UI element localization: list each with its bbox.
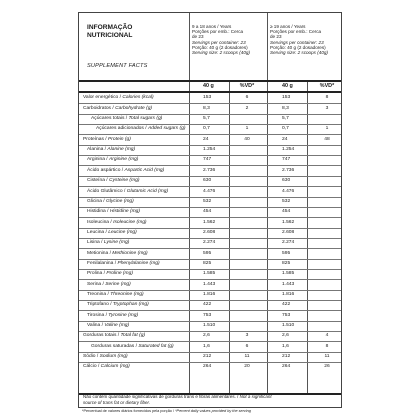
amount-19-plus: 2.274 bbox=[282, 240, 295, 246]
amount-19-plus: 595 bbox=[282, 250, 291, 256]
nutrient-row bbox=[79, 362, 341, 372]
column-header-9-18: 9 a 18 anos / Years Porções por emb.: Cerca de 23 Servings per container: 23 Porção: 40 g (2 dosadores) Serving size: 2 scoops (40g) bbox=[192, 24, 250, 56]
nutrient-label: Isoleucina / Isoleucine (mg) bbox=[87, 219, 147, 225]
column-header-19-plus: ≥ 19 anos / Years Porções por emb.: Cerca de 23 Servings per container: 23 Porção: 40 g (2 dosadores) Serving size: 2 scoops (40g) bbox=[270, 24, 328, 56]
nutrient-label: Sódio / Sodium (mg) bbox=[83, 354, 128, 360]
amount-19-plus: 1.254 bbox=[282, 147, 295, 153]
nutrient-label: Serina / Serine (mg) bbox=[87, 281, 131, 287]
amount-9-18: 595 bbox=[203, 250, 212, 256]
nutrient-label: Triptofano / Tryptophan (mg) bbox=[87, 302, 149, 308]
nutrient-label: Gorduras totais / Total fat (g) bbox=[83, 333, 146, 339]
amount-19-plus: 2,6 bbox=[282, 333, 289, 339]
nutrient-row bbox=[79, 217, 341, 227]
nutrient-label: Cisteína / Cysteine (mg) bbox=[87, 178, 140, 184]
amount-19-plus: 1.562 bbox=[282, 219, 295, 225]
amount-9-18: 1.443 bbox=[203, 281, 216, 287]
nutrient-label: Prolina / Proline (mg) bbox=[87, 271, 133, 277]
amount-9-18: 2.736 bbox=[203, 167, 216, 173]
amount-19-plus: 747 bbox=[282, 157, 291, 163]
dv-19-plus: 3 bbox=[325, 105, 329, 111]
amount-19-plus: 630 bbox=[282, 178, 291, 184]
nutrient-row bbox=[79, 238, 341, 248]
dv-9-18: 20 bbox=[244, 364, 250, 370]
panel-title: INFORMAÇÃO NUTRICIONAL bbox=[87, 24, 133, 39]
amount-9-18: 422 bbox=[203, 302, 212, 308]
amount-19-plus: 5,7 bbox=[282, 116, 289, 122]
nutrient-label: Ácido aspártico / Aspartic Acid (mg) bbox=[87, 167, 165, 173]
amount-9-18: 5,7 bbox=[203, 116, 210, 122]
dv-19-plus: 26 bbox=[324, 364, 330, 370]
amount-9-18: 1.585 bbox=[203, 271, 216, 277]
nutrient-row bbox=[79, 134, 341, 144]
nutrient-row bbox=[79, 341, 341, 351]
panel-subtitle: SUPPLEMENT FACTS bbox=[87, 63, 148, 69]
nutrient-label: Cálcio / Calcium (mg) bbox=[83, 364, 130, 370]
dv-9-18: 2 bbox=[245, 105, 249, 111]
amount-19-plus: 2.736 bbox=[282, 167, 295, 173]
nutrient-row bbox=[79, 269, 341, 279]
nutrient-label: Açúcares totais / Total sugars (g) bbox=[91, 116, 163, 122]
footnote-daily-values: *Percentual de valores diários fornecidos pela porção / *Percent daily values provided by the serving bbox=[82, 409, 251, 413]
dv-19-plus: 4 bbox=[325, 333, 329, 339]
amount-19-plus: 212 bbox=[282, 354, 291, 360]
dv-9-18: 40 bbox=[244, 136, 250, 142]
amount-9-18: 0,7 bbox=[203, 126, 210, 132]
amount-9-18: 2.274 bbox=[203, 240, 216, 246]
amount-9-18: 630 bbox=[203, 178, 212, 184]
nutrient-label: Proteínas / Protein (g) bbox=[83, 136, 131, 142]
dv-9-18: 3 bbox=[245, 333, 249, 339]
amount-9-18: 454 bbox=[203, 209, 212, 215]
amount-9-18: 264 bbox=[203, 364, 212, 370]
amount-9-18: 753 bbox=[203, 312, 212, 318]
nutrient-row bbox=[79, 176, 341, 186]
nutrient-label: Valor energético / Calories (kcal) bbox=[83, 95, 154, 101]
nutrient-row bbox=[79, 331, 341, 341]
dv-19-plus: 48 bbox=[324, 136, 330, 142]
amount-19-plus: 1.443 bbox=[282, 281, 295, 287]
nutrient-row bbox=[79, 93, 341, 103]
nutrient-label: Leucina / Leucine (mg) bbox=[87, 229, 137, 235]
dv-9-18: 6 bbox=[245, 95, 249, 101]
nutrient-label: Metionina / Methionine (mg) bbox=[87, 250, 148, 256]
amount-19-plus: 825 bbox=[282, 260, 291, 266]
nutrient-label: Arginina / Arginine (mg) bbox=[87, 157, 139, 163]
dv-19-plus: 8 bbox=[325, 95, 329, 101]
nutrient-row bbox=[79, 228, 341, 238]
nutrient-row bbox=[79, 279, 341, 289]
nutrient-label: Glicina / Glycine (mg) bbox=[87, 198, 134, 204]
nutrient-row bbox=[79, 310, 341, 320]
amount-9-18: 825 bbox=[203, 260, 212, 266]
dv-9-18: 11 bbox=[244, 354, 250, 360]
amount-9-18: 2.608 bbox=[203, 229, 216, 235]
amount-9-18: 2,6 bbox=[203, 333, 210, 339]
amount-19-plus: 1.816 bbox=[282, 292, 295, 298]
nutrient-row bbox=[79, 145, 341, 155]
amount-9-18: 212 bbox=[203, 354, 212, 360]
dv-19-plus: 1 bbox=[325, 126, 329, 132]
nutrient-label: Tirosina / Tyrosine (mg) bbox=[87, 312, 139, 318]
nutrient-row bbox=[79, 197, 341, 207]
nutrient-label: Treonina / Threonine (mg) bbox=[87, 292, 144, 298]
amount-9-18: 532 bbox=[203, 198, 212, 204]
nutrient-label: Carboidratos / Carbohydrate (g) bbox=[83, 105, 153, 111]
amount-19-plus: 2.608 bbox=[282, 229, 295, 235]
amount-19-plus: 454 bbox=[282, 209, 291, 215]
amount-19-plus: 422 bbox=[282, 302, 291, 308]
amount-9-18: 1.562 bbox=[203, 219, 216, 225]
nutrient-row bbox=[79, 124, 341, 134]
nutrition-facts-panel bbox=[78, 12, 342, 408]
amount-19-plus: 24 bbox=[282, 136, 288, 142]
amount-9-18: 1.816 bbox=[203, 292, 216, 298]
amount-19-plus: 532 bbox=[282, 198, 291, 204]
amount-19-plus: 264 bbox=[282, 364, 291, 370]
amount-9-18: 153 bbox=[203, 95, 212, 101]
nutrient-label: Histidina / Histidine (mg) bbox=[87, 209, 141, 215]
nutrient-row bbox=[79, 259, 341, 269]
amount-9-18: 1.510 bbox=[203, 323, 216, 329]
nutrient-row bbox=[79, 321, 341, 331]
nutrient-row bbox=[79, 155, 341, 165]
amount-19-plus: 1.585 bbox=[282, 271, 295, 277]
amount-9-18: 4.476 bbox=[203, 188, 216, 194]
dv-19-plus: 8 bbox=[325, 343, 329, 349]
nutrient-label: Ácido Glutâmico / Glutamic Acid (mg) bbox=[87, 188, 169, 194]
panel-header bbox=[79, 13, 341, 80]
nutrient-row bbox=[79, 186, 341, 196]
amount-19-plus: 0,7 bbox=[282, 126, 289, 132]
dv-19-plus: 11 bbox=[324, 354, 330, 360]
nutrient-row bbox=[79, 248, 341, 258]
amount-19-plus: 8,3 bbox=[282, 105, 289, 111]
nutrient-row bbox=[79, 207, 341, 217]
nutrient-row bbox=[79, 300, 341, 310]
nutrient-row bbox=[79, 352, 341, 362]
nutrient-label: Lisina / Lysine (mg) bbox=[87, 240, 130, 246]
dv-9-18: 1 bbox=[245, 126, 249, 132]
amount-header-row: 40 g %VD* 40 g %VD* bbox=[203, 83, 335, 90]
amount-19-plus: 753 bbox=[282, 312, 291, 318]
nutrient-row bbox=[79, 103, 341, 113]
nutrient-row bbox=[79, 114, 341, 124]
amount-19-plus: 4.476 bbox=[282, 188, 295, 194]
nutrient-row bbox=[79, 165, 341, 175]
nutrient-row bbox=[79, 290, 341, 300]
amount-19-plus: 1,6 bbox=[282, 343, 289, 349]
amount-19-plus: 1.510 bbox=[282, 323, 295, 329]
amount-19-plus: 153 bbox=[282, 95, 291, 101]
amount-9-18: 747 bbox=[203, 157, 212, 163]
dv-9-18: 6 bbox=[245, 343, 249, 349]
nutrient-label: Alanina / Alanine (mg) bbox=[87, 147, 136, 153]
amount-9-18: 1.254 bbox=[203, 147, 216, 153]
amount-9-18: 24 bbox=[203, 136, 209, 142]
nutrient-label: Fenilalanina / Phenylalanine (mg) bbox=[87, 260, 160, 266]
nutrient-label: Gorduras saturadas / Saturated fat (g) bbox=[91, 343, 174, 349]
nutrient-label: Valina / Valine (mg) bbox=[87, 323, 130, 329]
amount-9-18: 1,6 bbox=[203, 343, 210, 349]
nutrient-label: Açúcares adicionados / Added sugars (g) bbox=[96, 126, 186, 132]
amount-9-18: 8,3 bbox=[203, 105, 210, 111]
footnote-trans-fat: Não contém quantidade significativas de gorduras trans e fibras alimentares. / Not a significant source of trans fat or dietary fiber. bbox=[83, 394, 272, 405]
